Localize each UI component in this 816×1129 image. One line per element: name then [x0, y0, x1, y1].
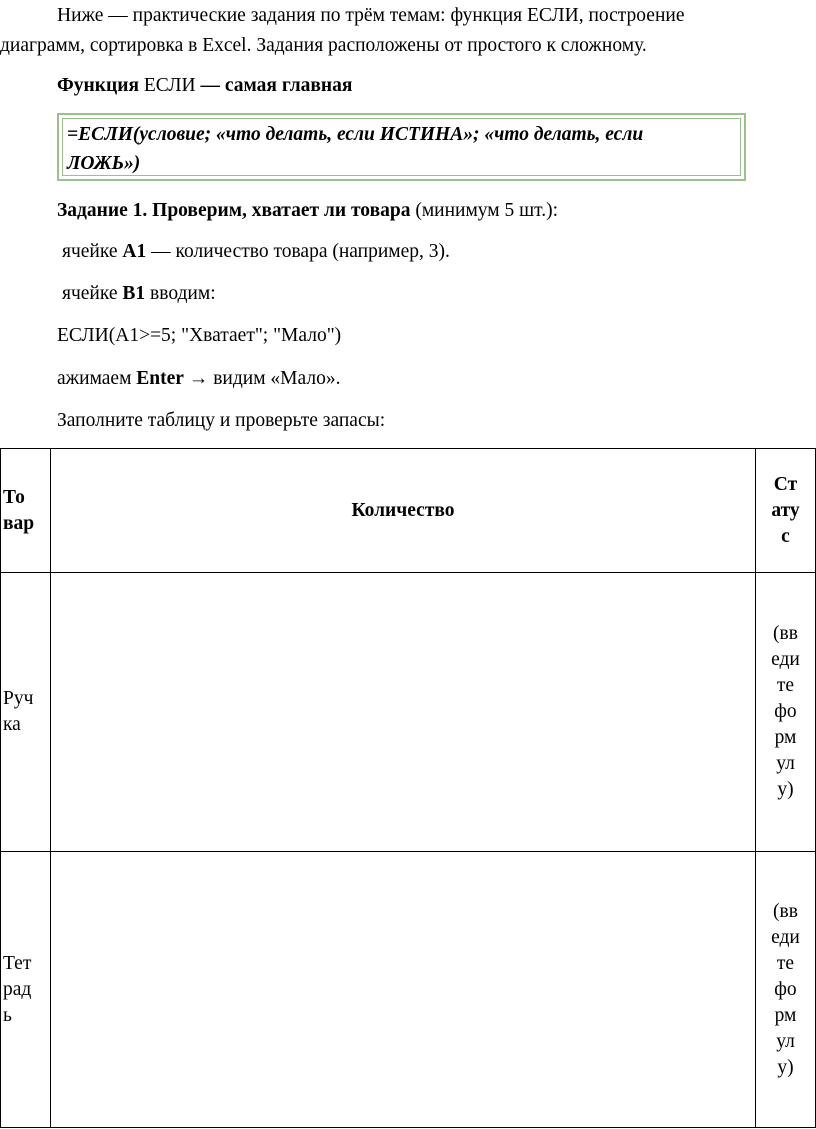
formula-line-1: =ЕСЛИ(условие; «что делать, если ИСТИНА»; «что делать, если — [67, 124, 644, 145]
task1-heading — [57, 199, 558, 223]
row-item-label: Ручка — [3, 688, 34, 735]
header-item-label: Товар — [3, 486, 35, 534]
step-1-rest: — количество товара (например, 3). — [146, 241, 450, 262]
cell-b1-ref: В1 — [122, 283, 146, 304]
header-quantity: Количество — [51, 449, 756, 573]
row-item-label: Тетрадь — [3, 952, 32, 1026]
formula-line-2: ЛОЖЬ») — [67, 153, 141, 174]
step-3-text: ажимаем — [57, 368, 137, 389]
row-status-cell[interactable] — [756, 573, 816, 852]
section-heading-bold-1: Функция — [57, 75, 139, 96]
section-heading-plain: ЕСЛИ — [139, 75, 201, 96]
task1-formula: ЕСЛИ(А1>=5; "Хватает"; "Мало") — [57, 325, 342, 346]
table-intro: Заполните таблицу и проверьте запасы: — [57, 410, 386, 431]
cell-a1-ref: А1 — [122, 241, 147, 262]
step-3-rest: → видим «Мало». — [183, 368, 341, 389]
task1-step-3 — [57, 367, 340, 391]
task1-step-1 — [62, 240, 450, 264]
task1-note: (минимум 5 шт.): — [410, 200, 558, 221]
section-heading — [57, 74, 352, 98]
task1-title: Задание 1. Проверим, хватает ли товара — [57, 200, 411, 221]
stock-table — [0, 448, 816, 1128]
row-quantity-cell[interactable] — [51, 573, 756, 852]
header-status — [756, 449, 816, 573]
section-heading-bold-2: — самая главная — [200, 75, 353, 96]
intro-line-2: диаграмм, сортировка в Excel. Задания расположены от простого к сложному. — [0, 35, 647, 56]
header-status-label: Статус — [771, 473, 800, 547]
table-header-row — [1, 449, 816, 573]
row-status-placeholder: (введите формулу) — [771, 900, 800, 1078]
step-2-text: ячейке — [62, 283, 123, 304]
row-item-cell — [1, 573, 51, 852]
intro-line-1: Ниже — практические задания по трём темам: функция ЕСЛИ, построение — [57, 5, 685, 26]
task1-step-2 — [62, 282, 216, 306]
row-item-cell — [1, 852, 51, 1128]
table-row — [1, 852, 816, 1128]
table-row — [1, 573, 816, 852]
row-status-cell[interactable] — [756, 852, 816, 1128]
formula-box — [57, 113, 746, 181]
row-status-placeholder: (введите формулу) — [771, 623, 800, 800]
enter-key-label: Enter — [136, 368, 184, 389]
step-1-text: ячейке — [62, 241, 123, 262]
header-item — [1, 449, 51, 573]
row-quantity-cell[interactable] — [51, 852, 756, 1128]
step-2-rest: вводим: — [145, 283, 216, 304]
